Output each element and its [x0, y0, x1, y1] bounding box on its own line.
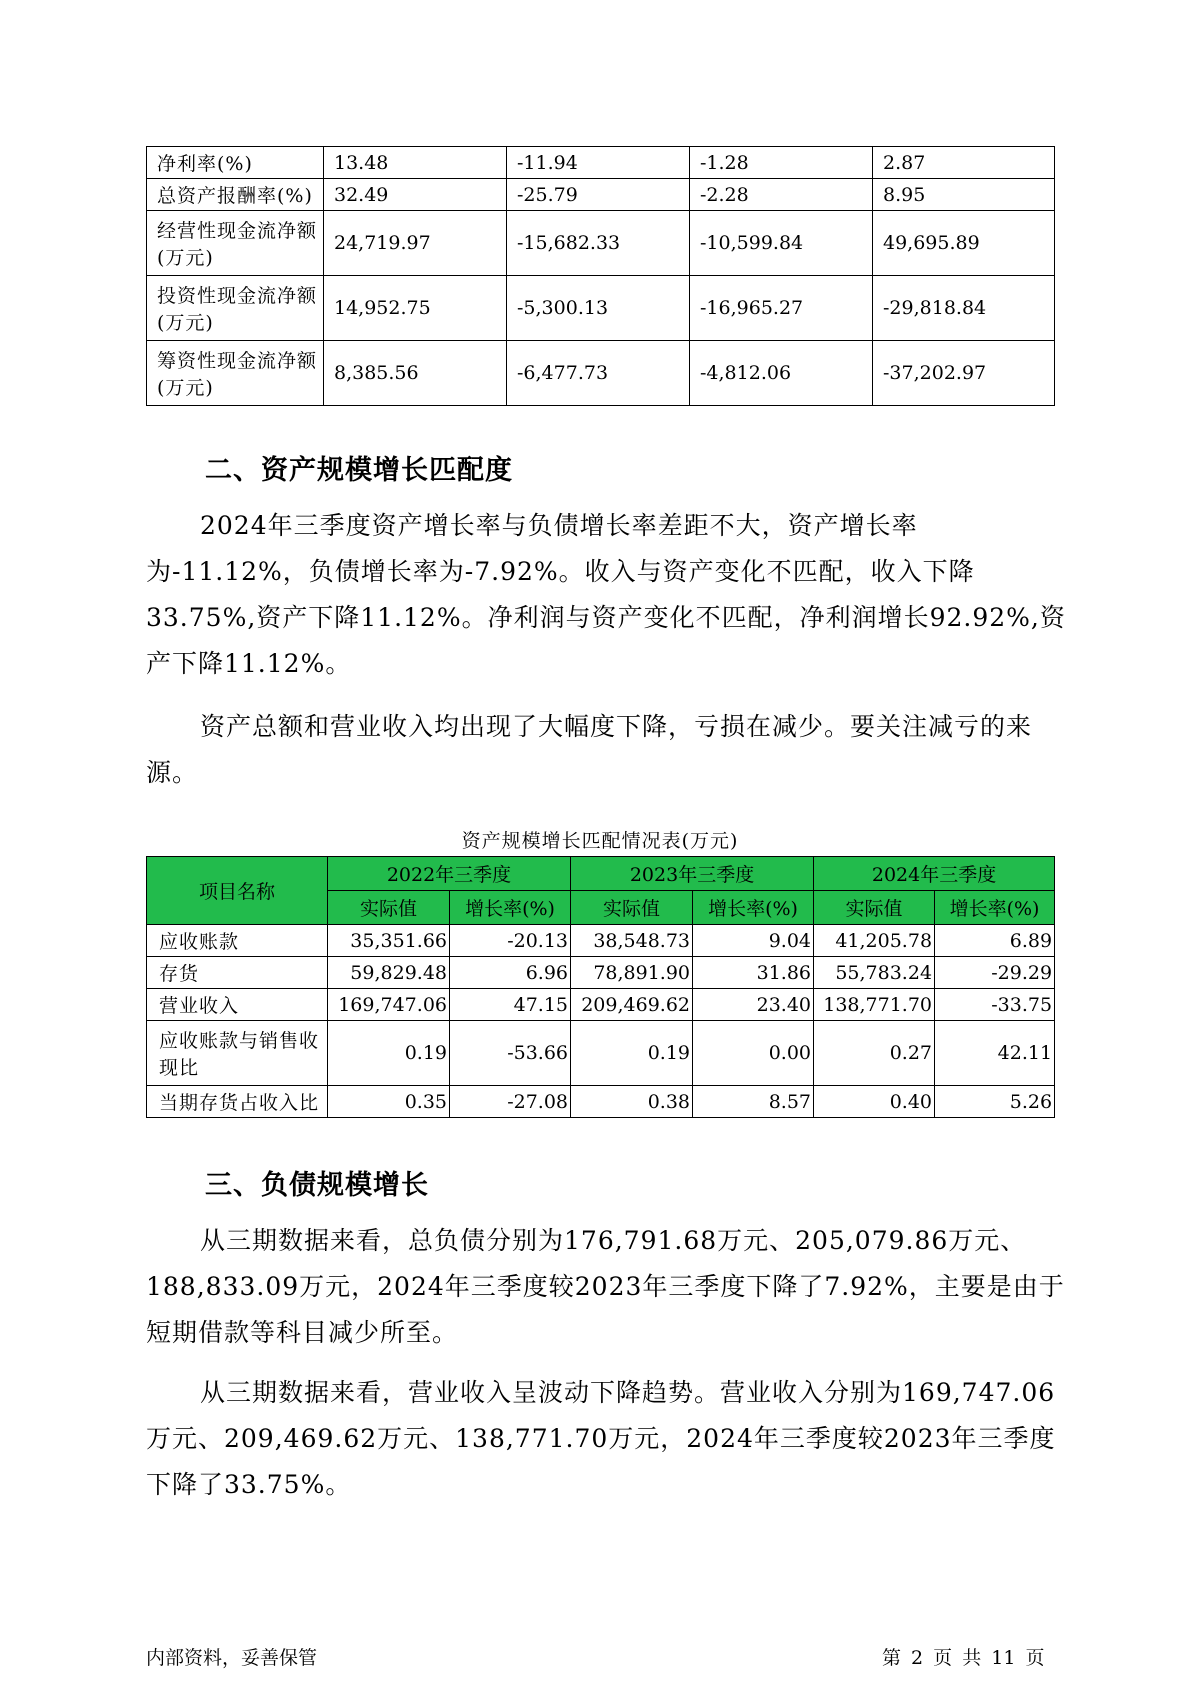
column-header-actual: 实际值: [571, 891, 693, 925]
cell-value: 0.38: [571, 1086, 693, 1118]
column-header-growth: 增长率(%): [450, 891, 571, 925]
cell-value: -25.79: [507, 179, 690, 211]
cell-value: 49,695.89: [873, 211, 1055, 276]
cell-value: -20.13: [450, 925, 571, 957]
cell-value: 169,747.06: [328, 989, 450, 1021]
cell-value: 14,952.75: [324, 276, 507, 341]
row-label: 存货: [147, 957, 328, 989]
section-heading: 三、负债规模增长: [205, 1170, 429, 1201]
column-header-actual: 实际值: [328, 891, 450, 925]
cell-value: 24,719.97: [324, 211, 507, 276]
table-row: [147, 179, 1055, 211]
body-paragraph: 资产总额和营业收入均出现了大幅度下降，亏损在减少。要关注减亏的来源。: [146, 712, 1033, 787]
table-row: [147, 341, 1055, 406]
cell-value: 23.40: [693, 989, 814, 1021]
footer-confidential-note: 内部资料，妥善保管: [146, 1647, 318, 1669]
table-row: [147, 989, 1055, 1021]
row-label: 筹资性现金流净额(万元): [147, 341, 324, 406]
cell-value: -11.94: [507, 147, 690, 179]
section-heading: 二、资产规模增长匹配度: [205, 455, 513, 486]
column-header-period: 2023年三季度: [571, 857, 814, 891]
cell-value: -33.75: [935, 989, 1055, 1021]
body-paragraph: 2024年三季度资产增长率与负债增长率差距不大，资产增长率为-11.12%，负债增长率为-7.92%。收入与资产变化不匹配，收入下降33.75%,资产下降11.12%。净利润与资产变化不匹配，净利润增长92.92%,资产下降11.12%。: [146, 511, 1066, 678]
cell-value: 5.26: [935, 1086, 1055, 1118]
row-label: 应收账款与销售收现比: [147, 1021, 328, 1086]
cell-value: 78,891.90: [571, 957, 693, 989]
cell-value: 35,351.66: [328, 925, 450, 957]
cell-value: -6,477.73: [507, 341, 690, 406]
row-label: 应收账款: [147, 925, 328, 957]
cell-value: -29.29: [935, 957, 1055, 989]
cell-value: 209,469.62: [571, 989, 693, 1021]
cell-value: -53.66: [450, 1021, 571, 1086]
cell-value: 8.95: [873, 179, 1055, 211]
table-row: [147, 1021, 1055, 1086]
table-row: [147, 957, 1055, 989]
cell-value: 138,771.70: [814, 989, 935, 1021]
financial-metrics-table: [146, 146, 1055, 406]
cell-value: -4,812.06: [690, 341, 873, 406]
cell-value: 55,783.24: [814, 957, 935, 989]
column-header-actual: 实际值: [814, 891, 935, 925]
cell-value: 13.48: [324, 147, 507, 179]
cell-value: 0.19: [328, 1021, 450, 1086]
cell-value: 38,548.73: [571, 925, 693, 957]
table-row: [147, 211, 1055, 276]
cell-value: 0.00: [693, 1021, 814, 1086]
cell-value: -29,818.84: [873, 276, 1055, 341]
cell-value: 0.40: [814, 1086, 935, 1118]
cell-value: 9.04: [693, 925, 814, 957]
cell-value: -16,965.27: [690, 276, 873, 341]
cell-value: 47.15: [450, 989, 571, 1021]
cell-value: -27.08: [450, 1086, 571, 1118]
row-label: 经营性现金流净额(万元): [147, 211, 324, 276]
table-row: [147, 925, 1055, 957]
cell-value: 41,205.78: [814, 925, 935, 957]
column-header-growth: 增长率(%): [693, 891, 814, 925]
cell-value: 0.35: [328, 1086, 450, 1118]
cell-value: 6.89: [935, 925, 1055, 957]
cell-value: 31.86: [693, 957, 814, 989]
column-header-growth: 增长率(%): [935, 891, 1055, 925]
row-label: 当期存货占收入比: [147, 1086, 328, 1118]
cell-value: 32.49: [324, 179, 507, 211]
table-row: [147, 1086, 1055, 1118]
cell-value: -15,682.33: [507, 211, 690, 276]
body-paragraph: 从三期数据来看，营业收入呈波动下降趋势。营业收入分别为169,747.06万元、209,469.62万元、138,771.70万元，2024年三季度较2023年三季度下降了33.75%。: [146, 1378, 1056, 1499]
table-header-row: [147, 857, 1055, 891]
table-row: [147, 276, 1055, 341]
cell-value: 8.57: [693, 1086, 814, 1118]
table-caption: 资产规模增长匹配情况表(万元): [461, 830, 739, 852]
cell-value: 59,829.48: [328, 957, 450, 989]
footer-page-number: 第 2 页 共 11 页: [882, 1647, 1045, 1669]
row-label: 总资产报酬率(%): [147, 179, 324, 211]
cell-value: 42.11: [935, 1021, 1055, 1086]
column-header-item: 项目名称: [147, 857, 328, 925]
body-paragraph: 从三期数据来看，总负债分别为176,791.68万元、205,079.86万元、188,833.09万元，2024年三季度较2023年三季度下降了7.92%，主要是由于短期借款等科目减少所至。: [146, 1226, 1065, 1347]
cell-value: -1.28: [690, 147, 873, 179]
column-header-period: 2022年三季度: [328, 857, 571, 891]
cell-value: 0.27: [814, 1021, 935, 1086]
cell-value: -2.28: [690, 179, 873, 211]
cell-value: 2.87: [873, 147, 1055, 179]
cell-value: 8,385.56: [324, 341, 507, 406]
column-header-period: 2024年三季度: [814, 857, 1055, 891]
cell-value: -5,300.13: [507, 276, 690, 341]
row-label: 营业收入: [147, 989, 328, 1021]
table-row: [147, 147, 1055, 179]
cell-value: -37,202.97: [873, 341, 1055, 406]
row-label: 净利率(%): [147, 147, 324, 179]
asset-growth-table: [146, 856, 1055, 1118]
cell-value: -10,599.84: [690, 211, 873, 276]
cell-value: 6.96: [450, 957, 571, 989]
cell-value: 0.19: [571, 1021, 693, 1086]
row-label: 投资性现金流净额(万元): [147, 276, 324, 341]
